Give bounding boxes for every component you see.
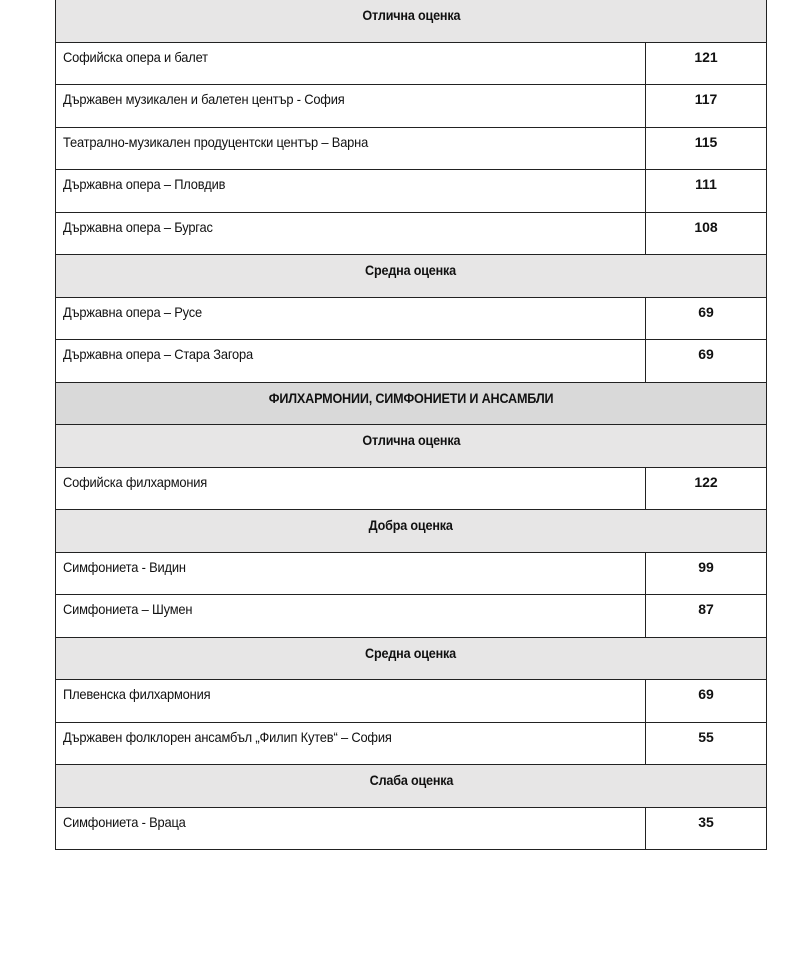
rating-group-title: Средна оценка — [365, 262, 457, 278]
section-title: ФИЛХАРМОНИИ, СИМФОНИЕТИ И АНСАМБЛИ — [268, 389, 554, 406]
score-cell: 115 — [694, 133, 718, 150]
score-cell: 69 — [698, 303, 714, 320]
score-cell: 55 — [698, 728, 714, 745]
institution-name-cell — [56, 340, 646, 382]
table-row — [56, 42, 766, 85]
rating-group-header — [56, 637, 766, 680]
rating-group-header — [56, 0, 766, 42]
institution-name-cell — [56, 43, 646, 85]
rating-group-header — [56, 509, 766, 552]
institution-name: Софийска филхармония — [63, 473, 208, 490]
institution-name: Държавна опера – Стара Загора — [63, 346, 254, 362]
score-cell: 117 — [694, 91, 718, 107]
table-row — [56, 722, 766, 765]
score-cell: 69 — [698, 346, 714, 362]
institution-name-cell — [56, 680, 646, 722]
rating-group-header — [56, 254, 766, 297]
section-title-row — [56, 382, 766, 425]
table-row — [56, 679, 766, 722]
table-row — [56, 84, 766, 127]
institution-name: Софийска опера и балет — [63, 48, 208, 65]
table-row — [56, 127, 766, 170]
rating-group-header — [56, 424, 766, 467]
ratings-table — [55, 0, 767, 850]
rating-group-title: Средна оценка — [365, 644, 457, 661]
score-cell: 69 — [698, 686, 714, 702]
table-row — [56, 339, 766, 382]
score-cell: 122 — [694, 473, 718, 490]
rating-group-header — [56, 764, 766, 807]
score-cell: 111 — [695, 176, 717, 192]
institution-name: Държавен музикален и балетен център - София — [63, 91, 345, 107]
table-row — [56, 212, 766, 255]
table-row — [56, 467, 766, 510]
table-row — [56, 594, 766, 637]
rating-group-title: Добра оценка — [368, 517, 454, 533]
score-cell: 99 — [698, 558, 714, 575]
institution-name-cell — [56, 553, 646, 595]
score-cell: 87 — [698, 601, 714, 617]
institution-name-cell — [56, 723, 646, 765]
rating-group-title: Отлична оценка — [362, 432, 460, 448]
table-row — [56, 297, 766, 340]
institution-name: Държавна опера – Пловдив — [63, 176, 226, 192]
institution-name-cell — [56, 128, 646, 170]
score-cell: 35 — [698, 813, 714, 830]
table-row — [56, 807, 766, 850]
institution-name-cell — [56, 595, 646, 637]
institution-name-cell — [56, 468, 646, 510]
institution-name: Театрално-музикален продуцентски център – Варна — [63, 133, 369, 150]
institution-name: Държавна опера – Бургас — [63, 218, 213, 235]
institution-name: Симфониета - Враца — [63, 813, 186, 830]
institution-name-cell — [56, 298, 646, 340]
score-cell: 121 — [694, 48, 718, 65]
score-cell: 108 — [694, 218, 718, 235]
institution-name: Симфониета - Видин — [63, 558, 186, 575]
institution-name: Плевенска филхармония — [63, 686, 211, 702]
institution-name-cell — [56, 170, 646, 212]
institution-name-cell — [56, 808, 646, 850]
rating-group-title: Отлична оценка — [362, 7, 460, 23]
rating-group-title: Слаба оценка — [369, 772, 453, 788]
institution-name: Държавна опера – Русе — [63, 303, 202, 320]
institution-name: Симфониета – Шумен — [63, 601, 193, 617]
table-row — [56, 169, 766, 212]
institution-name-cell — [56, 85, 646, 127]
institution-name: Държавен фолклорен ансамбъл „Филип Кутев“ – София — [63, 728, 392, 745]
table-row — [56, 552, 766, 595]
institution-name-cell — [56, 213, 646, 255]
